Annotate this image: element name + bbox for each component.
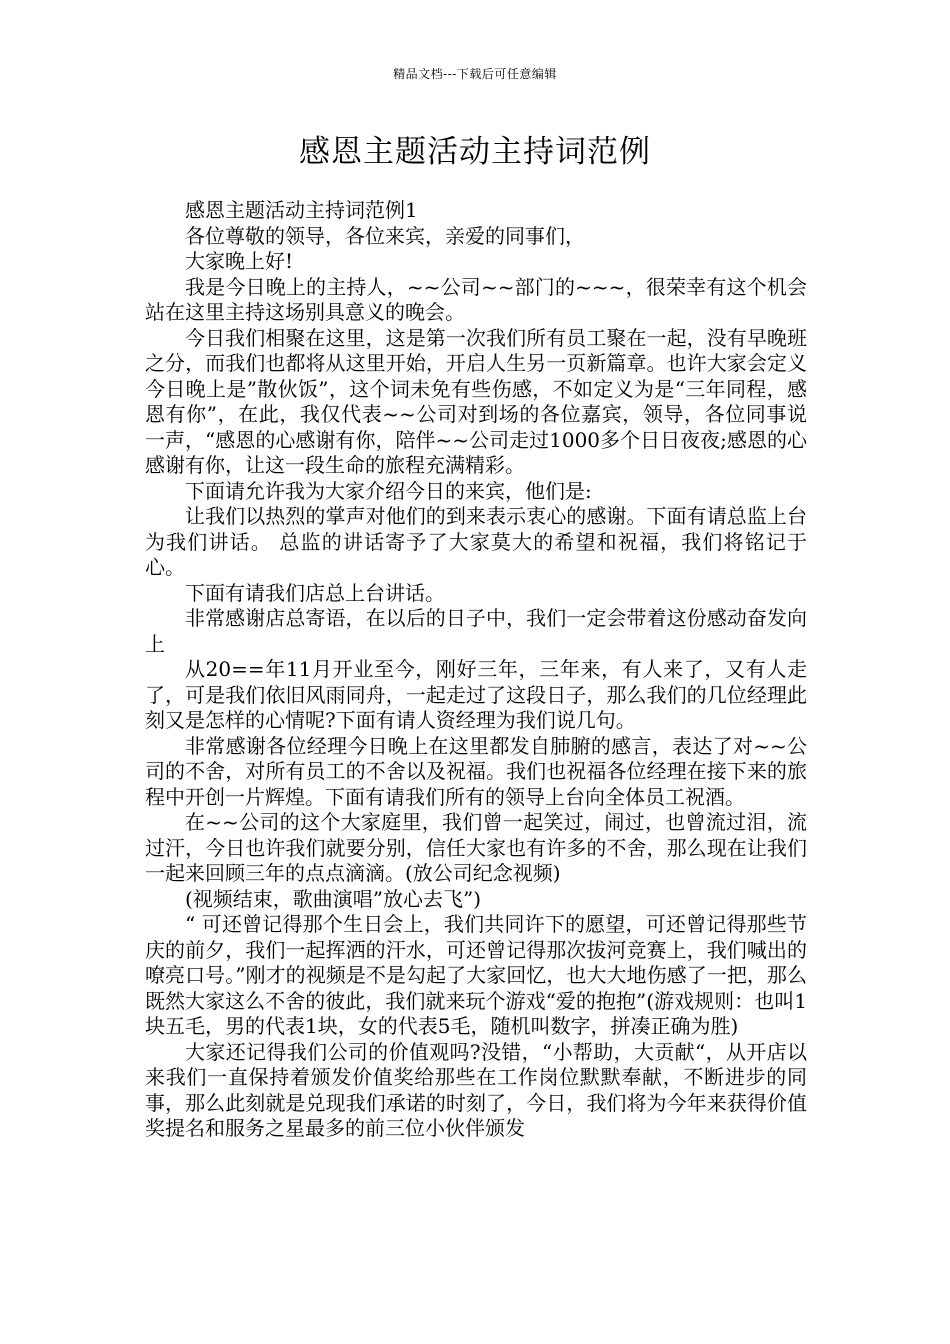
body-paragraph: 大家晚上好! [185, 249, 294, 273]
body-paragraph: 大家还记得我们公司的价值观吗?没错，“小帮助，大贡献“，从开店以来我们一直保持着颁发价值奖给那些在工作岗位默默奉献，不断进步的同事，那么此刻就是兑现我们承诺的时刻了，今日，我们将为今年来获得价值奖提名和服务之星最多的前三位小伙伴颁发 [145, 1039, 807, 1140]
body-paragraph: 从20==年11月开业至今，刚好三年，三年来，有人来了，又有人走了，可是我们依旧风雨同舟，一起走过了这段日子，那么我们的几位经理此刻又是怎样的心情呢?下面有请人资经理为我们说几句。 [145, 657, 807, 732]
body-paragraph: “ 可还曾记得那个生日会上，我们共同许下的愿望，可还曾记得那些节庆的前夕，我们一起挥洒的汗水，可还曾记得那次拔河竞赛上，我们喊出的嘹亮口号。”刚才的视频是不是勾起了大家回忆，也大大地伤感了一把，那么既然大家这么不舍的彼此，我们就来玩个游戏“爱的抱抱”(游戏规则：也叫1块五毛，男的代表1块，女的代表5毛，随机叫数字，拼凑正确为胜) [145, 912, 807, 1038]
body-paragraph: 让我们以热烈的掌声对他们的到来表示衷心的感谢。下面有请总监上台为我们讲话。 总监的讲话寄予了大家莫大的希望和祝福，我们将铭记于心。 [145, 504, 807, 579]
body-paragraph: 下面有请我们店总上台讲话。 [185, 580, 445, 605]
body-paragraph: (视频结束，歌曲演唱”放心去飞”) [185, 886, 482, 911]
body-paragraph: 我是今日晚上的主持人，~~公司~~部门的~~~，很荣幸有这个机会站在这里主持这场别具意义的晚会。 [145, 274, 807, 324]
page-header: 精品文档---下载后可任意编辑 [393, 67, 557, 81]
body-paragraph: 非常感谢各位经理今日晚上在这里都发自肺腑的感言，表达了对~~公司的不舍，对所有员工的不舍以及祝福。我们也祝福各位经理在接下来的旅程中开创一片辉煌。下面有请我们所有的领导上台向全体员工祝酒。 [145, 733, 807, 809]
body-paragraph: 各位尊敬的领导，各位来宾，亲爱的同事们， [185, 223, 585, 248]
body-paragraph: 非常感谢店总寄语，在以后的日子中，我们一定会带着这份感动奋发向上 [145, 606, 807, 656]
document-body [145, 198, 807, 1142]
body-paragraph: 感恩主题活动主持词范例1 [185, 198, 418, 222]
body-paragraph: 在~~公司的这个大家庭里，我们曾一起笑过，闹过，也曾流过泪，流过汗，今日也许我们就要分别，信任大家也有许多的不舍，那么现在让我们一起来回顾三年的点点滴滴。(放公司纪念视频) [145, 810, 807, 885]
document-title: 感恩主题活动主持词范例 [299, 134, 651, 170]
body-paragraph: 今日我们相聚在这里，这是第一次我们所有员工聚在一起，没有早晚班之分，而我们也都将从这里开始，开启人生另一页新篇章。也许大家会定义今日晚上是”散伙饭”，这个词未免有些伤感，不如定义为是“三年同程，感恩有你”，在此，我仅代表~~公司对到场的各位嘉宾，领导，各位同事说一声，“感恩的心感谢有你，陪伴~~公司走过1000多个日日夜夜;感恩的心感谢有你，让这一段生命的旅程充满精彩。 [145, 325, 807, 477]
body-paragraph: 下面请允许我为大家介绍今日的来宾，他们是: [185, 478, 592, 503]
